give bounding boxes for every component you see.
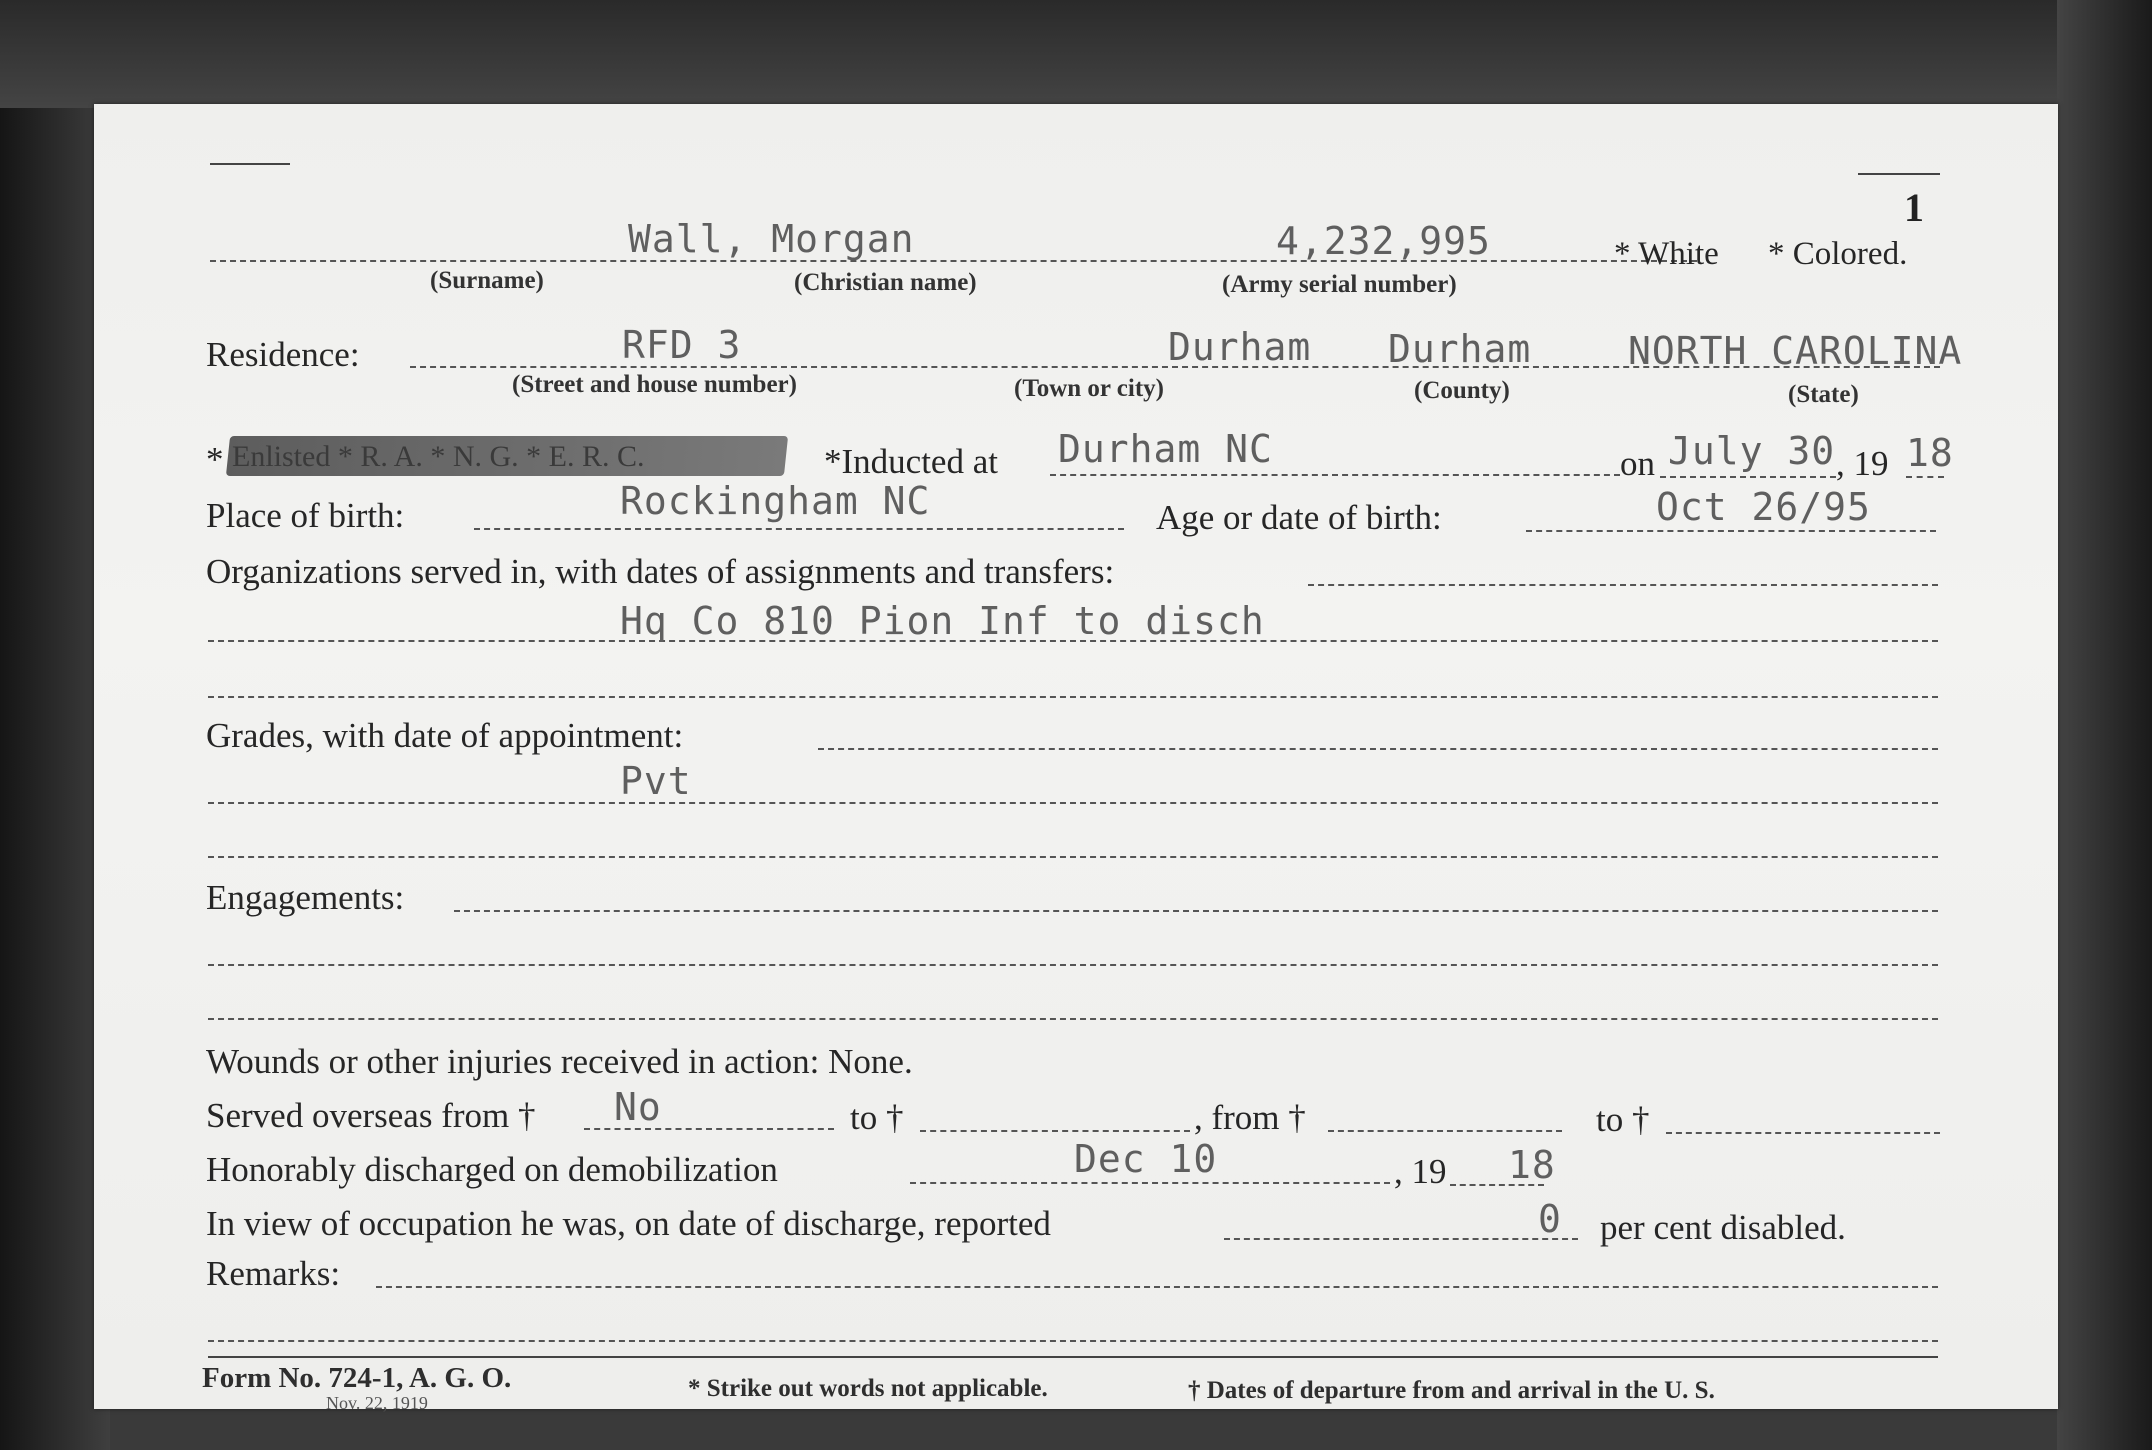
remarks-line-2 — [208, 1340, 1938, 1342]
footer-rule — [208, 1356, 1938, 1358]
place-of-birth-value: Rockingham NC — [620, 479, 931, 523]
overseas-from2-line — [1328, 1130, 1562, 1132]
residence-county-value: Durham — [1388, 327, 1532, 371]
grades-line-2 — [208, 802, 1938, 804]
remarks-line-1 — [376, 1286, 1938, 1288]
disability-label: In view of occupation he was, on date of discharge, reported — [206, 1204, 1051, 1243]
top-left-rule — [210, 163, 290, 165]
place-of-birth-label: Place of birth: — [206, 496, 405, 535]
strike-out-note: * Strike out words not applicable. — [688, 1375, 1048, 1402]
organizations-line-3 — [208, 696, 1938, 698]
service-record-card — [94, 104, 2058, 1413]
street-caption: (Street and house number) — [512, 371, 797, 398]
inducted-at-label: *Inducted at — [824, 442, 998, 481]
engagements-label: Engagements: — [206, 878, 405, 917]
organizations-label: Organizations served in, with dates of assignments and transfers: — [206, 552, 1115, 591]
scanner-background-right — [2057, 0, 2152, 1450]
induction-date-line — [1660, 476, 1836, 478]
grades-line-3 — [208, 856, 1938, 858]
organizations-value: Hq Co 810 Pion Inf to disch — [620, 599, 1265, 643]
inducted-at-line — [1050, 474, 1620, 476]
enlisted-struck-text: Enlisted * R. A. * N. G. * E. R. C. — [232, 440, 645, 473]
induction-date-value: July 30 — [1668, 429, 1836, 473]
town-caption: (Town or city) — [1014, 375, 1164, 402]
form-date: Nov. 22, 1919 — [326, 1393, 428, 1413]
residence-label: Residence: — [206, 335, 360, 374]
induction-year-prefix: , 19 — [1836, 444, 1889, 483]
residence-town-value: Durham — [1168, 325, 1312, 369]
colored-label: * Colored. — [1768, 236, 1908, 272]
card-number: 1 — [1904, 185, 1924, 230]
overseas-from2-label: , from † — [1194, 1098, 1306, 1137]
form-number: Form No. 724-1, A. G. O. — [202, 1362, 512, 1394]
age-line — [1526, 530, 1936, 532]
overseas-from-value: No — [614, 1085, 662, 1129]
serial-number-value: 4,232,995 — [1276, 219, 1491, 263]
discharge-year-value: 18 — [1508, 1143, 1556, 1187]
overseas-to2-line — [1666, 1132, 1940, 1134]
place-of-birth-line — [474, 528, 1124, 530]
scanner-background-top — [0, 0, 2152, 108]
age-label: Age or date of birth: — [1156, 498, 1442, 537]
overseas-to2-label: to † — [1596, 1100, 1650, 1139]
disability-line — [1224, 1238, 1578, 1240]
served-overseas-label: Served overseas from † — [206, 1096, 536, 1135]
christian-name-caption: (Christian name) — [794, 269, 977, 296]
grades-value: Pvt — [620, 759, 692, 803]
induction-on-label: on — [1620, 444, 1655, 483]
discharge-date-line — [910, 1182, 1390, 1184]
discharge-label: Honorably discharged on demobilization — [206, 1150, 778, 1189]
grades-line-1 — [818, 748, 1938, 750]
surname-caption: (Surname) — [430, 267, 544, 294]
overseas-to-line — [920, 1130, 1190, 1132]
age-value: Oct 26/95 — [1656, 485, 1871, 529]
white-label: * White — [1614, 236, 1719, 272]
disability-value: 0 — [1538, 1197, 1562, 1241]
inducted-at-value: Durham NC — [1058, 427, 1273, 471]
wounds-label: Wounds or other injuries received in action: None. — [206, 1042, 913, 1081]
engagements-line-2 — [208, 964, 1938, 966]
dates-note: † Dates of departure from and arrival in the U. S. — [1188, 1377, 1715, 1404]
discharge-date-value: Dec 10 — [1074, 1137, 1218, 1181]
state-caption: (State) — [1788, 381, 1859, 408]
organizations-line-1 — [1308, 584, 1938, 586]
discharge-year-prefix: , 19 — [1394, 1152, 1447, 1191]
county-caption: (County) — [1414, 377, 1510, 404]
induction-year-line — [1906, 476, 1944, 478]
residence-state-value: NORTH CAROLINA — [1628, 329, 1963, 373]
enlistment-asterisk: * — [206, 440, 224, 479]
top-right-rule — [1858, 173, 1940, 175]
remarks-label: Remarks: — [206, 1254, 341, 1293]
induction-year-value: 18 — [1906, 431, 1954, 475]
overseas-to-label: to † — [850, 1098, 904, 1137]
residence-street-value: RFD 3 — [622, 323, 742, 367]
engagements-line-1 — [454, 910, 1938, 912]
name-value: Wall, Morgan — [628, 217, 915, 261]
serial-number-caption: (Army serial number) — [1222, 271, 1457, 298]
grades-label: Grades, with date of appointment: — [206, 716, 684, 755]
disability-suffix: per cent disabled. — [1600, 1208, 1846, 1247]
engagements-line-3 — [208, 1018, 1938, 1020]
